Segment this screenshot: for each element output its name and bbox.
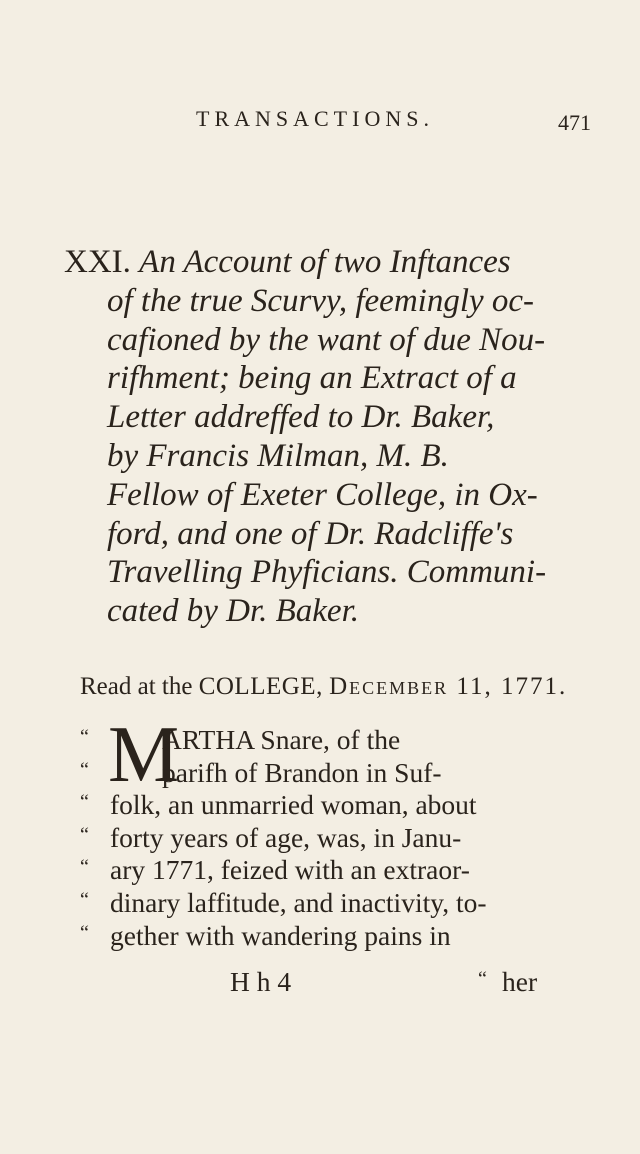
page-number: 471 <box>558 110 591 135</box>
body-text-3: folk, an unmarried woman, about <box>110 789 477 821</box>
heading-line-9: Travelling Phyficians. Communi- <box>107 554 547 591</box>
quote-mark: “ <box>80 856 89 879</box>
body-text-6: dinary laffitude, and inactivity, to- <box>110 886 487 918</box>
quote-mark: “ <box>80 758 89 781</box>
article-heading <box>64 243 572 631</box>
body-text <box>80 711 570 951</box>
read-prefix: Read at the <box>80 673 193 700</box>
running-head: TRANSACTIONS. <box>196 106 434 131</box>
body-line-5 <box>80 851 570 884</box>
drop-cap: M <box>108 711 180 799</box>
body-text-5: ary 1771, feized with an extraor- <box>110 854 470 886</box>
body-text-2: parifh of Brandon in Suf- <box>162 756 442 788</box>
body-text-7: gether with wandering pains in <box>110 919 451 951</box>
heading-line-10: cated by Dr. Baker. <box>107 593 360 630</box>
catchword <box>478 966 537 998</box>
body-line-4 <box>80 819 570 852</box>
quote-mark: “ <box>80 791 89 814</box>
heading-line-8: ford, and one of Dr. Radcliffe's <box>107 515 514 552</box>
body-line-3 <box>80 786 570 819</box>
quote-mark: “ <box>80 823 89 846</box>
body-text-4: forty years of age, was, in Janu- <box>110 821 462 853</box>
heading-line-3: cafioned by the want of due Nou- <box>107 321 546 358</box>
quote-mark: “ <box>80 888 89 911</box>
heading-line-4: rifhment; being an Extract of a <box>107 360 517 397</box>
body-line-2 <box>80 754 570 787</box>
body-text-1: ARTHA Snare, of the <box>162 724 401 755</box>
signature-mark: H h 4 <box>230 966 292 997</box>
heading-line-1 <box>64 243 572 282</box>
heading-text-1: An Account of two Inftances <box>139 244 511 280</box>
body-line-1 <box>80 721 570 754</box>
quote-mark: “ <box>80 921 89 944</box>
read-date: December 11, 1771. <box>329 673 568 700</box>
read-college: COLLEGE, <box>198 673 323 700</box>
catchword-text: her <box>502 966 538 997</box>
body-line-6 <box>80 884 570 917</box>
quote-mark: “ <box>478 968 487 990</box>
article-number: XXI. <box>64 244 131 280</box>
heading-line-5: Letter addreffed to Dr. Baker, <box>107 399 495 436</box>
heading-line-6: by Francis Milman, M. B. <box>107 437 449 474</box>
body-line-7 <box>80 917 570 950</box>
quote-mark: “ <box>80 726 89 748</box>
heading-line-7: Fellow of Exeter College, in Ox- <box>107 476 538 513</box>
heading-line-2: of the true Scurvy, feemingly oc- <box>107 282 535 319</box>
read-date-line <box>80 673 567 701</box>
